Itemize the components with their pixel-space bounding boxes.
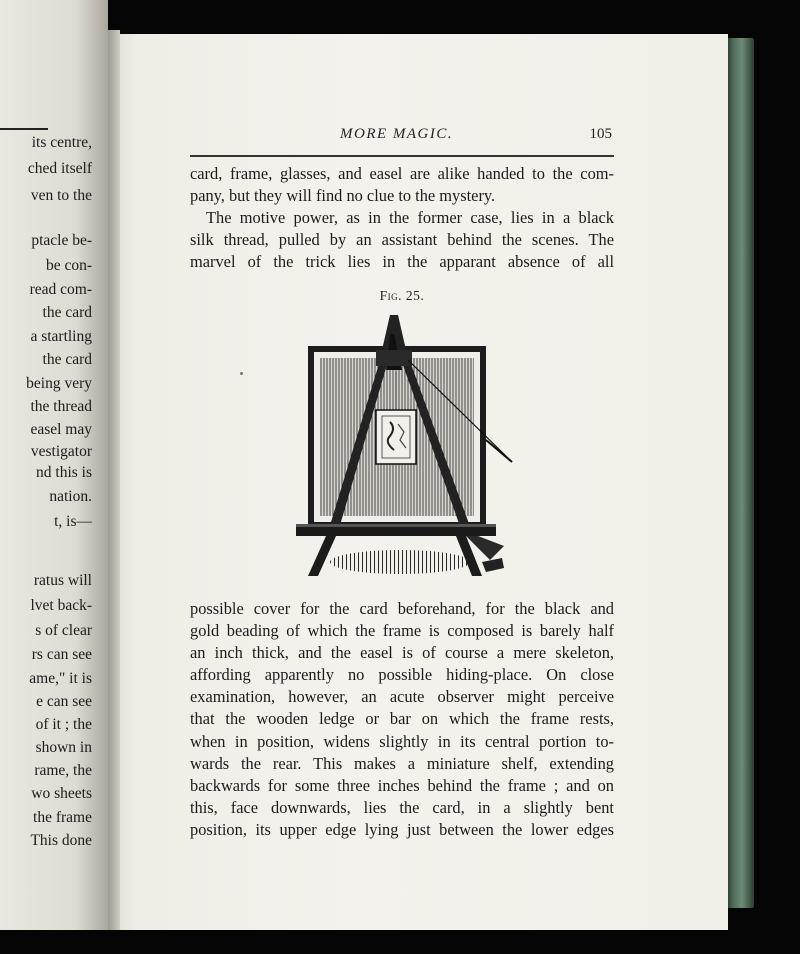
left-page-line: being very <box>26 375 92 392</box>
text-line: backwards for some three inches behind the frame ; and on <box>190 775 614 795</box>
text-line: marvel of the trick lies in the apparant absence of all <box>190 252 614 272</box>
page-number: 105 <box>589 126 612 142</box>
left-page-line: ptacle be- <box>31 232 92 249</box>
text-line: pany, but they will find no clue to the mystery. <box>190 186 496 206</box>
left-page-line: be con- <box>45 257 92 274</box>
left-page-line: read com- <box>29 281 92 298</box>
left-page-line: of it ; the <box>35 716 92 733</box>
text-line: affording apparently no possible hiding-place. On close <box>190 665 614 685</box>
left-page-line: t, is— <box>54 513 92 530</box>
bottom-paragraph <box>190 598 614 841</box>
text-line: possible cover for the card beforehand, for the black and <box>190 599 614 618</box>
text-line: gold beading of which the frame is composed is barely half <box>190 621 614 641</box>
easel-figure <box>290 310 520 590</box>
left-page-line: nd this is <box>36 464 92 481</box>
left-page-line: ame," it is <box>29 670 92 687</box>
text-line: that the wooden ledge or bar on which the frame rests, <box>190 709 614 729</box>
left-page-line: e can see <box>36 693 92 710</box>
text-line: this, face downwards, lies the card, in a slightly bent <box>190 797 614 817</box>
left-page-line: the card <box>42 351 92 368</box>
book-cover-edge <box>724 38 754 908</box>
left-page-line: lvet back- <box>30 597 92 614</box>
left-page-line: ched itself <box>27 160 92 177</box>
text-line: position, its upper edge lying just between the lower edges <box>190 819 614 839</box>
left-page-line: shown in <box>35 739 92 756</box>
left-page-line: a startling <box>30 328 92 345</box>
left-page-line: wo sheets <box>31 785 92 802</box>
left-page-line: its centre, <box>31 134 92 151</box>
left-page <box>0 0 108 930</box>
left-page-line: the frame <box>33 809 92 826</box>
left-page-line: ven to the <box>30 187 92 204</box>
left-page-rule <box>0 128 48 130</box>
page-header <box>190 126 614 150</box>
left-page-line: s of clear <box>35 622 92 639</box>
easel-illustration <box>290 310 520 590</box>
left-page-line: easel may <box>30 421 92 438</box>
left-page-line: the thread <box>30 398 92 415</box>
top-paragraphs <box>190 163 614 273</box>
figure-label: Fig. 25. <box>379 288 425 303</box>
text-line: when in position, widens slightly in its central portion to- <box>190 731 614 751</box>
left-page-line: ratus will <box>33 572 92 589</box>
paper-speck <box>240 372 243 375</box>
left-page-line: rame, the <box>34 762 92 779</box>
figure-caption <box>190 288 614 304</box>
text-line: card, frame, glasses, and easel are alike handed to the com- <box>190 164 614 183</box>
left-page-line: nation. <box>49 488 92 505</box>
left-page-line: This done <box>30 832 92 849</box>
header-rule <box>190 155 614 157</box>
text-line: examination, however, an acute observer might perceive <box>190 687 614 707</box>
text-line: silk thread, pulled by an assistant behind the scenes. The <box>190 230 614 250</box>
running-head: MORE MAGIC. <box>340 126 454 142</box>
left-page-line: rs can see <box>31 646 92 663</box>
text-line: wards the rear. This makes a miniature shelf, extending <box>190 753 614 773</box>
text-line: The motive power, as in the former case, lies in a black <box>206 208 614 228</box>
text-line: an inch thick, and the easel is of course a mere skeleton, <box>190 643 614 663</box>
left-page-line: vestigator <box>30 443 92 460</box>
left-page-line: the card <box>42 304 92 321</box>
